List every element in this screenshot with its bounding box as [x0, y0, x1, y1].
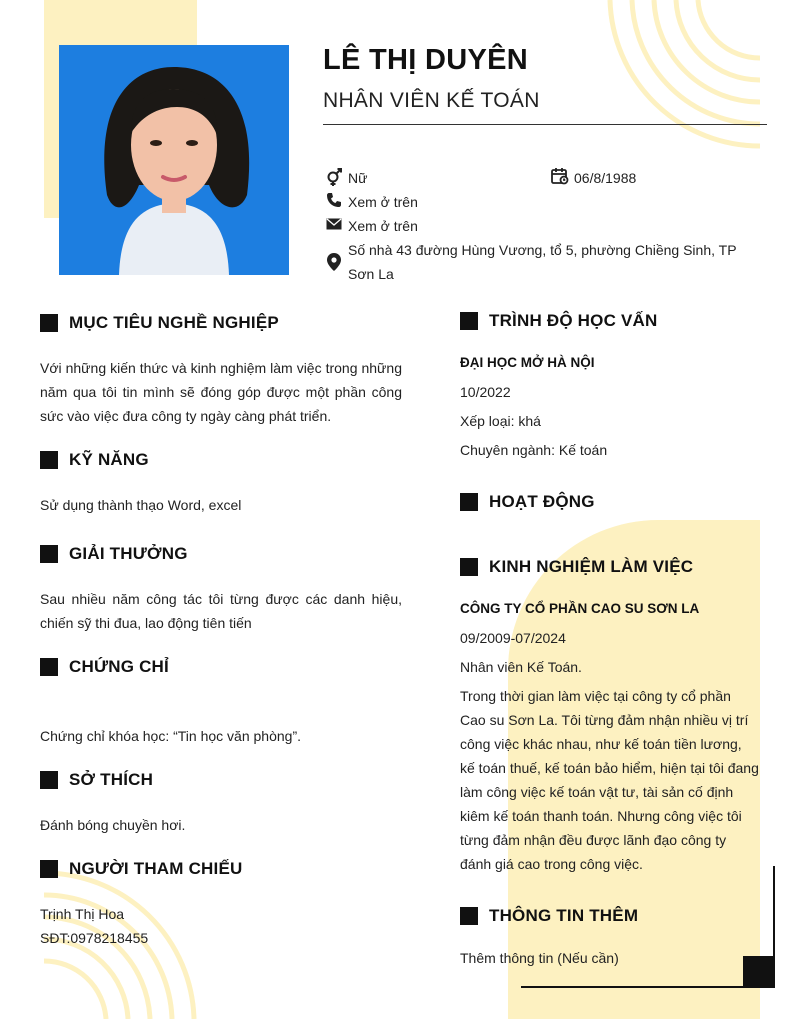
candidate-name: LÊ THỊ DUYÊN [323, 44, 528, 76]
section-marker [40, 771, 58, 789]
section-marker [460, 558, 478, 576]
dob-text: 06/8/1988 [574, 170, 637, 186]
profile-photo [59, 45, 289, 275]
section-marker [460, 312, 478, 330]
experience-period: 09/2009-07/2024 [460, 630, 566, 646]
section-title: HOẠT ĐỘNG [489, 492, 595, 511]
section-marker [40, 658, 58, 676]
experience-description: Trong thời gian làm việc tại công ty cổ phần Cao su Sơn La. Tôi từng đảm nhận nhiều vị trí công việc khác nhau, như kế toán tiền lương, kế toán thuế, kế toán bảo hiểm, hiện tại tôi đang làm công việc kế toán vật tư, tài sản cố định kiêm kế toán thanh toán. Nhưng công việc tôi từng đảm nhận đều được lãnh đạo công ty đánh giá cao trong công việc. [460, 688, 759, 872]
extra-info-text: Thêm thông tin (Nếu cần) [460, 950, 619, 966]
section-experience [460, 557, 693, 577]
education-major: Chuyên ngành: Kế toán [460, 442, 608, 458]
section-marker [460, 493, 478, 511]
section-references [40, 859, 242, 879]
phone-text: Xem ở trên [348, 194, 418, 210]
header-divider [323, 124, 767, 125]
objective-text: Với những kiến thức và kinh nghiệm làm việc trong những năm qua tôi tin mình sẽ đóng góp được một phần công sức vào việc đưa công ty ngày càng phát triển. [40, 360, 402, 424]
education-date: 10/2022 [460, 384, 511, 400]
education-grade: Xếp loại: khá [460, 413, 541, 429]
section-title: NGƯỜI THAM CHIẾU [69, 859, 243, 878]
certificates-text: Chứng chỉ khóa học: “Tin học văn phòng”. [40, 728, 302, 744]
section-certificates [40, 657, 169, 677]
calendar-icon [550, 166, 570, 186]
decor-arcs-top-right [600, 0, 760, 150]
section-title: THÔNG TIN THÊM [489, 906, 639, 925]
section-title: KINH NGHIỆM LÀM VIỆC [489, 557, 694, 576]
education-school: ĐẠI HỌC MỞ HÀ NỘI [460, 355, 595, 370]
section-marker [40, 860, 58, 878]
experience-company: CÔNG TY CỔ PHẦN CAO SU SƠN LA [460, 601, 700, 616]
section-education [460, 311, 657, 331]
section-objective [40, 313, 279, 333]
hobbies-text: Đánh bóng chuyền hơi. [40, 817, 186, 833]
address-text: Số nhà 43 đường Hùng Vương, tổ 5, phường Chiềng Sinh, TP Sơn La [348, 242, 737, 282]
info-dob [550, 166, 636, 190]
section-title: MỤC TIÊU NGHỀ NGHIỆP [69, 313, 279, 332]
job-title: NHÂN VIÊN KẾ TOÁN [323, 89, 540, 112]
section-hobbies [40, 770, 153, 790]
mail-icon [324, 214, 344, 234]
section-title: SỞ THÍCH [69, 770, 154, 789]
section-marker [40, 451, 58, 469]
info-email [324, 214, 418, 238]
gender-icon [324, 166, 344, 186]
section-title: CHỨNG CHỈ [69, 657, 169, 676]
section-marker [40, 545, 58, 563]
info-gender [324, 166, 367, 190]
section-extra-info [460, 906, 638, 926]
email-text: Xem ở trên [348, 218, 418, 234]
person-avatar-icon [59, 45, 289, 275]
section-activities [460, 492, 595, 512]
awards-text: Sau nhiều năm công tác tôi từng được các danh hiệu, chiến sỹ thi đua, lao động tiên tiến [40, 591, 402, 631]
section-title: GIẢI THƯỞNG [69, 544, 188, 563]
phone-icon [324, 190, 344, 210]
section-marker [40, 314, 58, 332]
decor-bracket-line-horizontal [521, 986, 775, 988]
reference-phone: SĐT:0978218455 [40, 930, 149, 946]
reference-name: Trịnh Thị Hoa [40, 906, 125, 922]
location-pin-icon [324, 238, 344, 286]
experience-position: Nhân viên Kế Toán. [460, 659, 582, 675]
decor-bracket-square [743, 956, 775, 988]
section-marker [460, 907, 478, 925]
info-address [324, 238, 764, 286]
section-title: TRÌNH ĐỘ HỌC VẤN [489, 311, 658, 330]
section-title: KỸ NĂNG [69, 450, 149, 469]
section-skills [40, 450, 149, 470]
gender-text: Nữ [348, 170, 368, 186]
section-awards [40, 544, 188, 564]
skills-text: Sử dụng thành thạo Word, excel [40, 497, 242, 513]
info-phone [324, 190, 418, 214]
